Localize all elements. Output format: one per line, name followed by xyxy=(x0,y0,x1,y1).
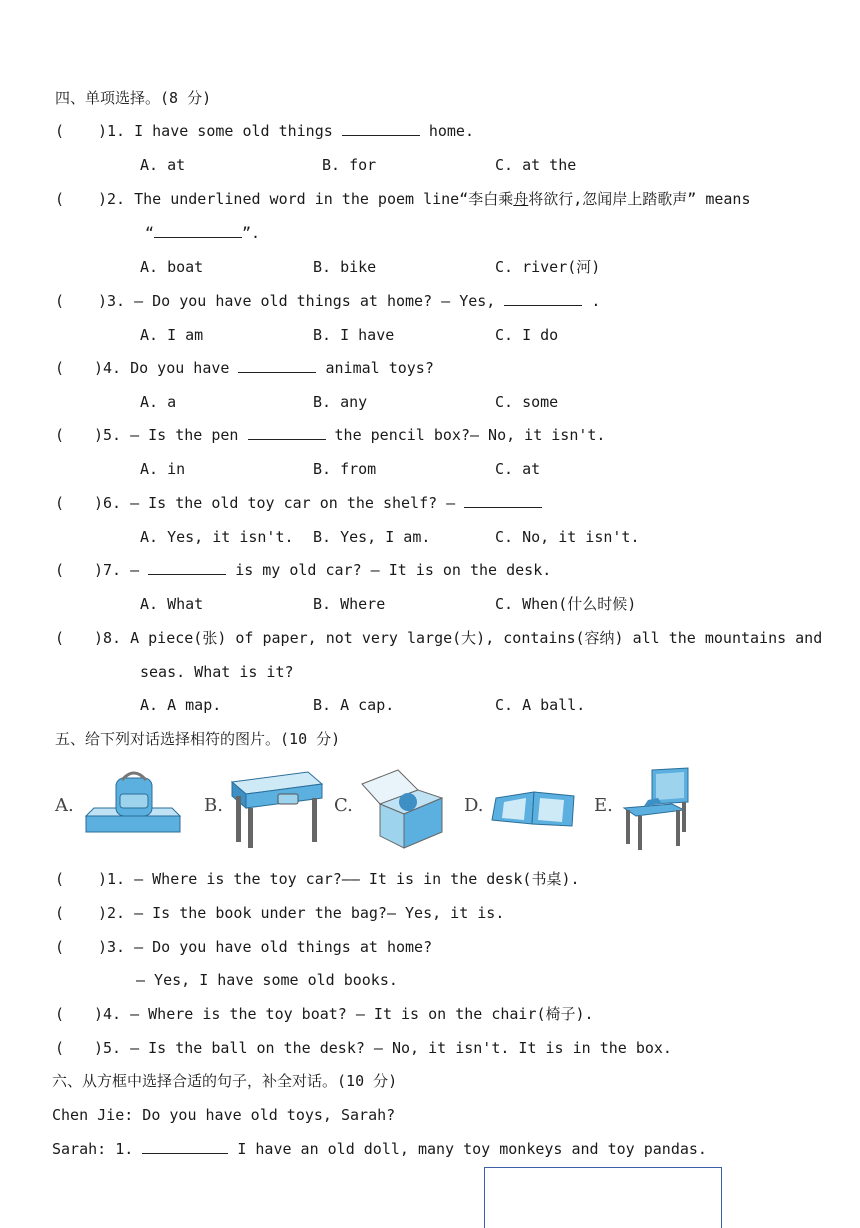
dialogue-question xyxy=(107,869,580,889)
answer-paren-close: ) xyxy=(94,629,104,647)
option-c: C. some xyxy=(495,393,559,411)
question-text xyxy=(107,291,600,311)
answer-paren-open: ( xyxy=(55,629,65,647)
question-number: 3. xyxy=(107,292,126,310)
underlined-word: 舟 xyxy=(513,190,529,208)
question-number: 4. xyxy=(103,1005,122,1023)
option-a: A. boat xyxy=(140,258,204,276)
answer-paren-open: ( xyxy=(55,1005,65,1023)
question-stem: — xyxy=(130,561,140,579)
answer-paren-close: ) xyxy=(98,904,108,922)
question-text xyxy=(103,493,542,513)
dialogue-line xyxy=(52,1139,707,1159)
desk-picture xyxy=(228,768,324,848)
dialogue-answer: — Yes, I have some old books. xyxy=(136,971,398,989)
answer-paren-close: ) xyxy=(94,1039,104,1057)
option-c: C. at xyxy=(495,460,541,478)
answer-paren-close: ) xyxy=(94,494,104,512)
answer-paren-open: ( xyxy=(55,904,65,922)
answer-paren-open: ( xyxy=(55,561,65,579)
dialogue-text: — Where is the toy boat? — It is on the chair(椅子). xyxy=(130,1005,594,1023)
dialogue-question xyxy=(103,1038,672,1058)
picture-label-a: A. xyxy=(55,795,74,816)
open-quote: “ xyxy=(145,224,155,242)
question-stem: I have some old things xyxy=(134,122,333,140)
answer-paren-open: ( xyxy=(55,494,65,512)
answer-blank[interactable] xyxy=(248,425,326,440)
books-picture xyxy=(490,784,576,828)
question-number: 6. xyxy=(103,494,122,512)
question-stem-end: the pencil box?— No, it isn't. xyxy=(334,426,606,444)
answer-blank[interactable] xyxy=(464,493,542,508)
answer-paren-open: ( xyxy=(55,870,65,888)
question-text xyxy=(107,189,751,209)
section-5-title: 五、给下列对话选择相符的图片。(10 分) xyxy=(55,730,341,748)
dialogue-text: — Where is the toy car?—— It is in the desk(书桌). xyxy=(134,870,580,888)
answer-paren-open: ( xyxy=(55,359,65,377)
picture-label-e: E. xyxy=(594,795,613,816)
speaker-number: Sarah: 1. xyxy=(52,1140,134,1158)
question-text xyxy=(103,425,605,445)
option-b: B. I have xyxy=(313,326,395,344)
answer-paren-open: ( xyxy=(55,938,65,956)
question-stem-end: 将欲行,忽闻岸上踏歌声” means xyxy=(528,190,751,208)
chair-picture xyxy=(618,766,692,850)
option-a: A. in xyxy=(140,460,186,478)
answer-paren-close: ) xyxy=(94,561,104,579)
option-b: B. any xyxy=(313,393,368,411)
option-a: A. I am xyxy=(140,326,204,344)
picture-label-b: B. xyxy=(204,795,223,816)
question-text xyxy=(107,121,474,141)
dialogue-question xyxy=(107,903,504,923)
sentence-choice-box xyxy=(484,1167,722,1228)
answer-blank[interactable] xyxy=(148,560,226,575)
question-stem-end: . xyxy=(591,292,601,310)
answer-blank[interactable] xyxy=(142,1139,228,1154)
question-number: 8. xyxy=(103,629,122,647)
picture-label-d: D. xyxy=(464,795,484,816)
answer-paren-open: ( xyxy=(55,122,65,140)
question-stem-end: home. xyxy=(428,122,474,140)
option-b: B. Yes, I am. xyxy=(313,528,431,546)
answer-paren-open: ( xyxy=(55,190,65,208)
answer-paren-close: ) xyxy=(98,938,108,956)
dialogue-text: I have an old doll, many toy monkeys and toy pandas. xyxy=(237,1140,707,1158)
question-number: 1. xyxy=(107,870,126,888)
question-text-line2: seas. What is it? xyxy=(140,663,294,681)
answer-paren-close: ) xyxy=(98,190,108,208)
dialogue-text: — Is the ball on the desk? — No, it isn't. It is in the box. xyxy=(130,1039,672,1057)
answer-paren-open: ( xyxy=(55,292,65,310)
question-stem-end: animal toys? xyxy=(325,359,434,377)
option-a: A. a xyxy=(140,393,177,411)
picture-label-c: C. xyxy=(334,795,353,816)
option-c: C. A ball. xyxy=(495,696,586,714)
option-b: B. Where xyxy=(313,595,386,613)
section-4-title: 四、单项选择。(8 分) xyxy=(55,89,212,107)
dialogue-question xyxy=(103,1004,594,1024)
answer-paren-close: ) xyxy=(94,426,104,444)
question-number: 2. xyxy=(107,904,126,922)
answer-paren-close: ) xyxy=(98,122,108,140)
dialogue-text: — Is the book under the bag?— Yes, it is. xyxy=(134,904,505,922)
answer-blank[interactable] xyxy=(342,121,420,136)
backpack-picture xyxy=(80,768,186,840)
question-stem: — Do you have old things at home? — Yes, xyxy=(134,292,496,310)
option-a: A. at xyxy=(140,156,186,174)
answer-blank[interactable] xyxy=(154,223,242,238)
question-number: 2. xyxy=(107,190,126,208)
question-stem: — Is the old toy car on the shelf? — xyxy=(130,494,456,512)
question-text xyxy=(103,628,822,648)
question-stem: A piece(张) of paper, not very large(大), contains(容纳) all the mountains and xyxy=(130,629,823,647)
answer-blank[interactable] xyxy=(504,291,582,306)
question-text xyxy=(103,560,551,580)
option-b: B. bike xyxy=(313,258,377,276)
dialogue-text: — Do you have old things at home? xyxy=(134,938,433,956)
answer-paren-open: ( xyxy=(55,426,65,444)
option-a: A. A map. xyxy=(140,696,222,714)
question-text-line2 xyxy=(145,223,260,243)
answer-paren-close: ) xyxy=(94,1005,104,1023)
answer-paren-close: ) xyxy=(98,292,108,310)
section-6-title: 六、从方框中选择合适的句子，补全对话。(10 分) xyxy=(52,1072,398,1090)
question-text xyxy=(103,358,434,378)
answer-paren-close: ) xyxy=(94,359,104,377)
question-stem-end: is my old car? — It is on the desk. xyxy=(235,561,552,579)
option-c: C. I do xyxy=(495,326,559,344)
question-number: 7. xyxy=(103,561,122,579)
answer-paren-open: ( xyxy=(55,1039,65,1057)
question-number: 1. xyxy=(107,122,126,140)
option-b: B. from xyxy=(313,460,377,478)
option-c: C. river(河) xyxy=(495,258,601,276)
question-number: 3. xyxy=(107,938,126,956)
dialogue-question xyxy=(107,937,432,957)
question-stem: The underlined word in the poem line“李白乘 xyxy=(134,190,514,208)
question-number: 5. xyxy=(103,426,122,444)
question-stem: Do you have xyxy=(130,359,230,377)
option-a: A. Yes, it isn't. xyxy=(140,528,294,546)
option-a: A. What xyxy=(140,595,204,613)
question-number: 4. xyxy=(103,359,122,377)
dialogue-line: Chen Jie: Do you have old toys, Sarah? xyxy=(52,1106,396,1124)
answer-blank[interactable] xyxy=(238,358,316,373)
option-c: C. No, it isn't. xyxy=(495,528,640,546)
question-stem: — Is the pen xyxy=(130,426,239,444)
close-quote: ”. xyxy=(242,224,261,242)
question-number: 5. xyxy=(103,1039,122,1057)
option-b: B. A cap. xyxy=(313,696,395,714)
option-c: C. When(什么时候) xyxy=(495,595,637,613)
option-c: C. at the xyxy=(495,156,577,174)
option-b: B. for xyxy=(322,156,377,174)
box-picture xyxy=(356,764,448,850)
answer-paren-close: ) xyxy=(98,870,108,888)
